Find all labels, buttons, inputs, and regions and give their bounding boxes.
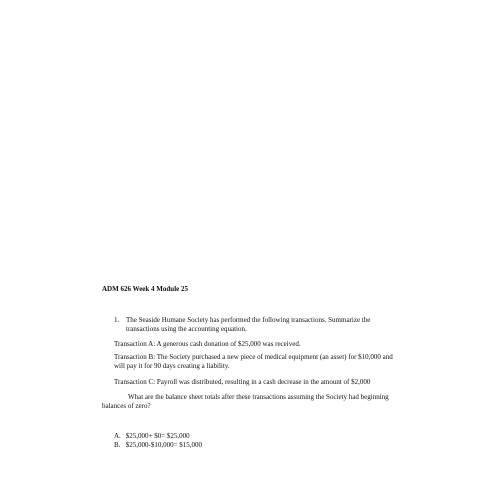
option-letter: B. <box>114 441 121 449</box>
question-text: The Seaside Humane Society has performed the following transactions. Summarize the transactions using the accounting equation. <box>126 316 371 333</box>
transaction-a: Transaction A: A generous cash donation of $25,000 was received. <box>114 340 301 348</box>
question-prompt: What are the balance sheet totals after these transactions assuming the Society had beginning balances of zero? <box>102 393 389 410</box>
transaction-b: Transaction B: The Society purchased a new piece of medical equipment (an asset) for $10,000 and will pay it for 90 days creating a liability. <box>114 353 393 370</box>
answer-option-b <box>114 441 314 450</box>
question-block <box>114 316 414 334</box>
option-text: $25,000-$10,000= $15,000 <box>125 441 203 449</box>
option-text: $25,000+ $0= $25,000 <box>125 432 190 440</box>
answer-options <box>114 432 314 450</box>
question-number: 1. <box>114 316 120 324</box>
option-letter: A. <box>114 432 121 440</box>
answer-option-a <box>114 432 314 441</box>
transaction-c: Transaction C: Payroll was distributed, resulting in a cash decrease in the amount of $2,000 <box>114 378 371 386</box>
document-title: ADM 626 Week 4 Module 25 <box>102 285 189 293</box>
